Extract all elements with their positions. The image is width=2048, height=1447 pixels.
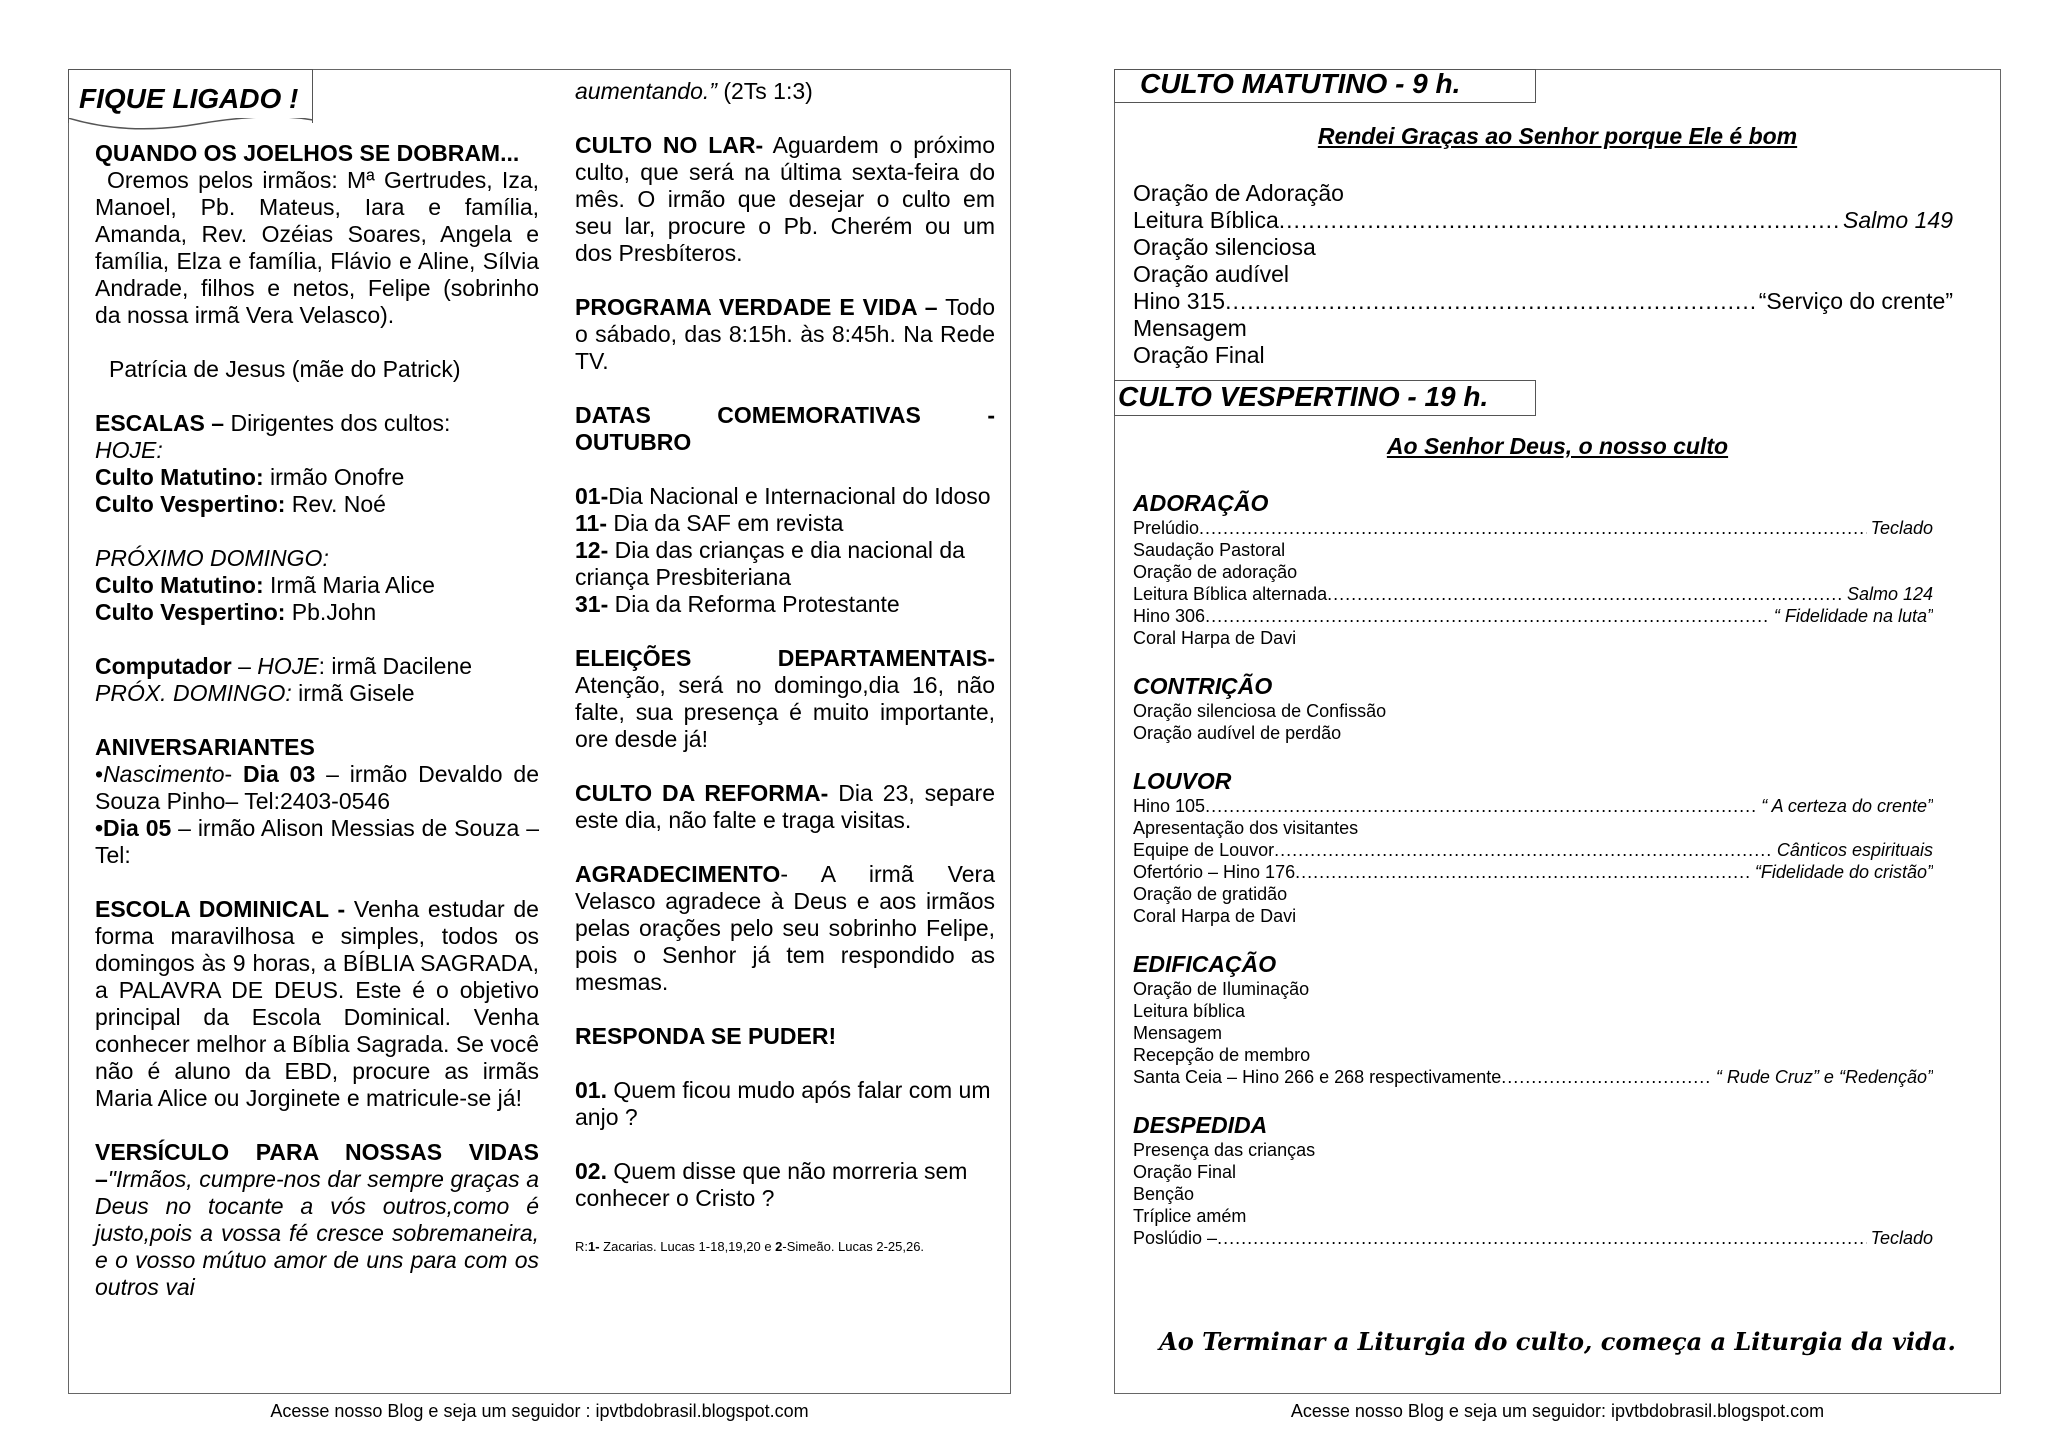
item-label: Apresentação dos visitantes — [1133, 818, 1359, 838]
liturgy-item — [1133, 315, 1953, 342]
closing-line: Ao Terminar a Liturgia do culto, começa a Liturgia da vida. — [1159, 1327, 1956, 1356]
data-comemorativa — [575, 510, 995, 537]
left-column-2 — [575, 78, 995, 1255]
item-label: Oração audível de perdão — [1133, 723, 1342, 743]
label: Culto Matutino: — [95, 572, 264, 598]
item-value: Teclado — [1870, 1228, 1933, 1248]
day: Dia 03 — [243, 761, 316, 787]
data-comemorativa — [575, 537, 995, 591]
text: Dia Nacional e Internacional do Idoso — [608, 483, 991, 509]
item-value: “Fidelidade do cristão” — [1754, 862, 1933, 882]
text: Dia da Reforma Protestante — [608, 591, 900, 617]
text: aumentando.” — [575, 78, 717, 104]
computador-prox — [95, 680, 539, 707]
liturgy-item — [1133, 1044, 1933, 1066]
item-label: Santa Ceia – Hino 266 e 268 respectivamente — [1133, 1067, 1502, 1087]
label: Computador — [95, 653, 232, 679]
liturgy-item — [1133, 795, 1933, 817]
nascimento: Nascimento — [103, 761, 225, 787]
liturgy-item — [1133, 261, 1953, 288]
day: 31- — [575, 591, 609, 617]
item-label: Oração Final — [1133, 1162, 1237, 1182]
item-label: Prelúdio — [1133, 518, 1200, 538]
eleicoes — [575, 645, 995, 753]
item-label: Oração de adoração — [1133, 562, 1298, 582]
vespertino-title: CULTO VESPERTINO - 19 h. — [1118, 381, 1489, 412]
item-label: Oração de Adoração — [1133, 180, 1344, 206]
label: ELEIÇÕES DEPARTAMENTAIS- — [575, 645, 995, 671]
leader-dots — [1199, 517, 1867, 539]
leader-dots — [1279, 207, 1839, 234]
item-label: Equipe de Louvor — [1133, 840, 1275, 860]
answers — [575, 1239, 995, 1255]
item-label: Leitura bíblica — [1133, 1001, 1246, 1021]
liturgy-item — [1133, 539, 1933, 561]
programa-verdade-vida — [575, 294, 995, 375]
label: PRÓX. DOMINGO: — [95, 680, 292, 706]
dash: – — [231, 653, 258, 679]
label: ESCOLA DOMINICAL - — [95, 896, 346, 922]
liturgy-item — [1133, 207, 1953, 234]
datas-list — [575, 483, 995, 618]
hoje-matutino — [95, 464, 539, 491]
liturgy-item — [1133, 180, 1953, 207]
item-label: Oração silenciosa de Confissão — [1133, 701, 1387, 721]
versiculo-cont — [575, 78, 995, 105]
leader-dots — [1274, 839, 1773, 861]
text: – irmão Devaldo de Souza Pinho– Tel:2403-0546 — [95, 761, 539, 814]
left-column-1 — [95, 140, 539, 1301]
liturgy-item — [1133, 234, 1953, 261]
matutino-title: CULTO MATUTINO - 9 h. — [1140, 68, 1461, 99]
item-label: Ofertório – Hino 176 — [1133, 862, 1296, 882]
label: AGRADECIMENTO — [575, 861, 781, 887]
leader-dots — [1205, 795, 1757, 817]
leader-dots — [1205, 605, 1770, 627]
leader-dots — [1327, 583, 1843, 605]
text: Quem ficou mudo após falar com um anjo ? — [575, 1077, 991, 1130]
data-comemorativa — [575, 483, 995, 510]
liturgy-item — [1133, 627, 1933, 649]
aniversariantes-title: ANIVERSARIANTES — [95, 734, 315, 760]
hoje: HOJE — [257, 653, 319, 679]
text: Dia das crianças e dia nacional da criança Presbiteriana — [575, 537, 965, 590]
section-title: CONTRIÇÃO — [1133, 673, 1273, 699]
ref: (2Ts 1:3) — [716, 78, 813, 104]
liturgy-item — [1133, 517, 1933, 539]
label: Culto Matutino: — [95, 464, 264, 490]
bullet: • — [95, 761, 104, 787]
item-label: Mensagem — [1133, 315, 1247, 341]
item-label: Hino 315 — [1133, 288, 1226, 314]
liturgy-item — [1133, 817, 1933, 839]
liturgy-item — [1133, 1161, 1933, 1183]
footer-right: Acesse nosso Blog e seja um seguidor: ipvtbdobrasil.blogspot.com — [1290, 1401, 1825, 1421]
text: Dia 23, separe este dia, não falte e traga visitas. — [575, 780, 995, 833]
liturgy-item — [1133, 722, 1933, 744]
item-label: Oração de gratidão — [1133, 884, 1288, 904]
item-label: Coral Harpa de Davi — [1133, 906, 1297, 926]
aniversariante-1 — [95, 761, 539, 815]
item-label: Saudação Pastoral — [1133, 540, 1286, 560]
datas-title: DATAS COMEMORATIVAS - OUTUBRO — [575, 402, 995, 455]
text: Atenção, será no domingo,dia 16, não falte, sua presença é muito importante, ore desde já! — [575, 672, 995, 752]
escola-dominical — [95, 896, 539, 1112]
prox-matutino — [95, 572, 539, 599]
escalas-label: ESCALAS – — [95, 410, 225, 436]
item-label: Oração audível — [1133, 261, 1289, 287]
item-value: “ A certeza do crente” — [1761, 796, 1933, 816]
text: - A irmã Vera Velasco agradece à Deus e aos irmãos pelas orações pelo seu sobrinho Felipe, pois o Senhor já tem respondido as mesmas. — [575, 861, 995, 995]
vespertino-subtitle: Ao Senhor Deus, o nosso culto — [1386, 433, 1729, 459]
item-label: Oração de Iluminação — [1133, 979, 1310, 999]
escalas-text: Dirigentes dos cultos: — [224, 410, 451, 436]
question-1 — [575, 1077, 995, 1131]
item-label: Oração Final — [1133, 342, 1265, 368]
liturgy-item — [1133, 583, 1933, 605]
escalas-line — [95, 410, 539, 437]
item-label: Hino 105 — [1133, 796, 1206, 816]
text: – irmão Alison Messias de Souza – Tel: — [95, 815, 539, 868]
liturgy-item — [1133, 288, 1953, 315]
item-label: Poslúdio – — [1133, 1228, 1218, 1248]
section-title: ADORAÇÃO — [1133, 490, 1269, 516]
computador-hoje — [95, 653, 539, 680]
hoje-vespertino — [95, 491, 539, 518]
liturgy-item — [1133, 883, 1933, 905]
item-label: Leitura Bíblica alternada — [1133, 584, 1328, 604]
proximo-label: PRÓXIMO DOMINGO: — [95, 545, 329, 571]
liturgy-item — [1133, 1000, 1933, 1022]
aniversariante-2 — [95, 815, 539, 869]
text: "Irmãos, cumpre-nos dar sempre graças a Deus no tocante a vós outros,como é justo,pois a vossa fé cresce sobremaneira, e o vosso mútuo amor de uns para com os outros vai — [95, 1166, 539, 1300]
text: Quem disse que não morreria sem conhecer o Cristo ? — [575, 1158, 968, 1211]
day: 11- — [575, 510, 607, 536]
t1: Zacarias. Lucas 1-18,19,20 e — [599, 1239, 776, 1254]
value: Pb.John — [285, 599, 377, 625]
item-value: Salmo 149 — [1843, 207, 1953, 233]
label: PROGRAMA VERDADE E VIDA – — [575, 294, 938, 320]
value: irmão Onofre — [263, 464, 405, 490]
liturgy-item — [1133, 978, 1933, 1000]
item-label: Leitura Bíblica — [1133, 207, 1279, 233]
joelhos-text: Oremos pelos irmãos: Mª Gertrudes, Iza, Manoel, Pb. Mateus, Iara e família, Amanda, Rev. Ozéias Soares, Angela e família, Elza e família, Flávio e Aline, Sílvia Andrade, filhos e netos, Felipe (sobrinho da nossa irmã Vera Velasco). — [95, 167, 539, 328]
culto-reforma — [575, 780, 995, 834]
day: •Dia 05 — [95, 815, 172, 841]
value: Irmã Maria Alice — [263, 572, 435, 598]
fique-ligado-banner: FIQUE LIGADO ! — [68, 69, 313, 123]
text: Dia da SAF em revista — [606, 510, 844, 536]
label: VERSÍCULO PARA NOSSAS VIDAS – — [95, 1139, 539, 1192]
item-value: Salmo 124 — [1846, 584, 1933, 604]
matutino-subtitle: Rendei Graças ao Senhor porque Ele é bom — [1317, 123, 1798, 149]
leader-dots — [1225, 288, 1755, 315]
num: 02. — [575, 1158, 607, 1184]
liturgy-item — [1133, 700, 1933, 722]
value: : irmã Dacilene — [318, 653, 473, 679]
item-label: Hino 306 — [1133, 606, 1206, 626]
value: irmã Gisele — [291, 680, 415, 706]
item-value: “ Rude Cruz” e “Redenção” — [1715, 1067, 1933, 1087]
item-label: Benção — [1133, 1184, 1195, 1204]
text: Todo o sábado, das 8:15h. às 8:45h. Na Rede TV. — [575, 294, 995, 374]
responda-title: RESPONDA SE PUDER! — [575, 1023, 837, 1049]
versiculo — [95, 1139, 539, 1301]
footer-left: Acesse nosso Blog e seja um seguidor : ipvtbdobrasil.blogspot.com — [270, 1401, 809, 1421]
liturgy-item — [1133, 1205, 1933, 1227]
liturgy-item — [1133, 861, 1933, 883]
data-comemorativa — [575, 591, 995, 618]
label: CULTO NO LAR- — [575, 132, 764, 158]
liturgy-item — [1133, 905, 1933, 927]
matutino-list — [1133, 180, 1953, 369]
value: Rev. Noé — [285, 491, 386, 517]
item-value: “Serviço do crente” — [1758, 288, 1953, 314]
liturgy-item — [1133, 1227, 1933, 1249]
item-label: Tríplice amém — [1133, 1206, 1247, 1226]
label: Culto Vespertino: — [95, 599, 286, 625]
culto-no-lar — [575, 132, 995, 267]
prox-vespertino — [95, 599, 539, 626]
day: 12- — [575, 537, 609, 563]
item-label: Mensagem — [1133, 1023, 1223, 1043]
joelhos-title: QUANDO OS JOELHOS SE DOBRAM... — [95, 140, 520, 166]
leader-dots — [1295, 861, 1751, 883]
leader-dots — [1217, 1227, 1867, 1249]
vespertino-list — [1133, 490, 1943, 1273]
item-label: Coral Harpa de Davi — [1133, 628, 1297, 648]
text: Venha estudar de forma maravilhosa e simples, todos os domingos às 9 horas, a BÍBLIA SAGRADA, a PALAVRA DE DEUS. Este é o objetivo principal da Escola Dominical. Venha conhecer melhor a Bíblia Sagrada. Se você não é aluno da EBD, procure as irmãs Maria Alice ou Jorginete e matricule-se já! — [95, 896, 539, 1111]
item-label: Oração silenciosa — [1133, 234, 1316, 260]
num: 01. — [575, 1077, 607, 1103]
item-label: Recepção de membro — [1133, 1045, 1311, 1065]
text: Aguardem o próximo culto, que será na última sexta-feira do mês. O irmão que desejar o culto em seu lar, procure o Pb. Cherém ou um dos Presbíteros. — [575, 132, 995, 266]
agradecimento — [575, 861, 995, 996]
liturgy-item — [1133, 839, 1933, 861]
liturgy-item — [1133, 1139, 1933, 1161]
item-value: Teclado — [1870, 518, 1933, 538]
n1: 1- — [588, 1239, 600, 1254]
r: R: — [575, 1239, 588, 1254]
liturgy-item — [1133, 1022, 1933, 1044]
section-title: LOUVOR — [1133, 768, 1232, 794]
t2: -Simeão. Lucas 2-25,26. — [782, 1239, 925, 1254]
liturgy-item — [1133, 605, 1933, 627]
n2: 2 — [775, 1239, 783, 1254]
section-title: DESPEDIDA — [1133, 1112, 1268, 1138]
section-title: EDIFICAÇÃO — [1133, 951, 1277, 977]
sep: - — [224, 761, 244, 787]
hoje-label: HOJE: — [95, 437, 163, 463]
liturgy-item — [1133, 561, 1933, 583]
leader-dots — [1501, 1066, 1712, 1088]
label: CULTO DA REFORMA- — [575, 780, 829, 806]
day: 01- — [575, 483, 609, 509]
liturgy-item — [1133, 342, 1953, 369]
item-value: Cânticos espirituais — [1776, 840, 1933, 860]
item-value: “ Fidelidade na luta” — [1773, 606, 1933, 626]
question-2 — [575, 1158, 995, 1212]
liturgy-item — [1133, 1066, 1933, 1088]
item-label: Presença das crianças — [1133, 1140, 1316, 1160]
liturgy-item — [1133, 1183, 1933, 1205]
patricia-text: Patrícia de Jesus (mãe do Patrick) — [109, 356, 461, 382]
label: Culto Vespertino: — [95, 491, 286, 517]
banner-curve — [68, 118, 313, 138]
